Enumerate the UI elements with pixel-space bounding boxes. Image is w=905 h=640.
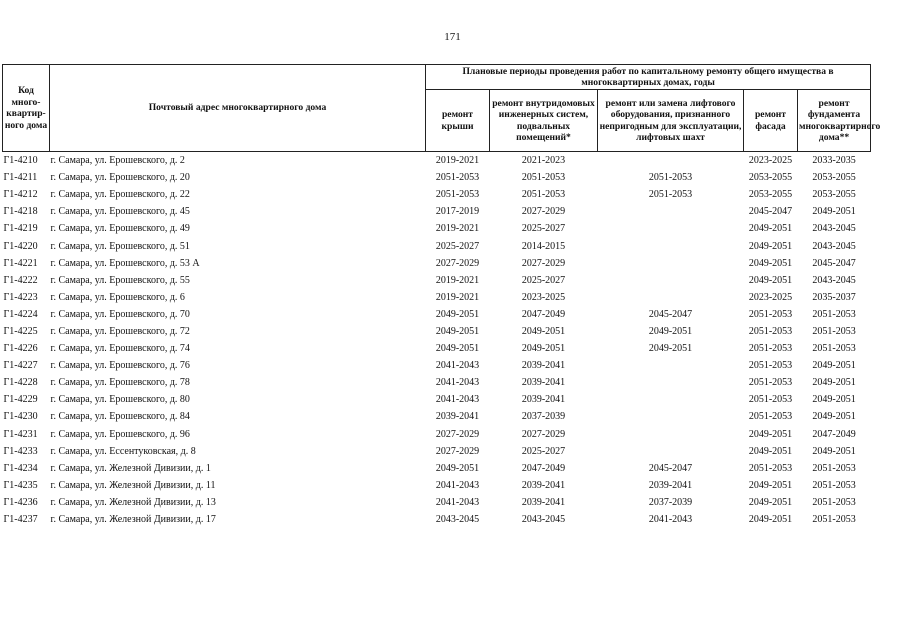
table-row [3, 511, 871, 528]
cell-facade: 2051-2053 [748, 411, 793, 423]
cell-roof: 2025-2027 [435, 240, 480, 252]
cell-address: г. Самара, ул. Железной Дивизии, д. 13 [50, 496, 216, 508]
cell-address: г. Самара, ул. Ерошевского, д. 70 [50, 308, 190, 320]
cell-address: г. Самара, ул. Ерошевского, д. 96 [50, 428, 190, 440]
cell-facade: 2049-2051 [748, 223, 793, 235]
cell-roof: 2041-2043 [435, 394, 480, 406]
cell-address: г. Самара, ул. Ерошевского, д. 20 [50, 172, 190, 184]
cell-lift [598, 374, 744, 391]
cell-code: Г1-4231 [3, 428, 38, 440]
cell-code: Г1-4237 [3, 514, 38, 526]
cell-foundation: 2051-2053 [812, 325, 856, 337]
cell-foundation: 2051-2053 [812, 462, 856, 474]
cell-lift [598, 272, 744, 289]
cell-lift [598, 152, 744, 170]
cell-code: Г1-4226 [3, 343, 38, 355]
cell-lift: 2045-2047 [648, 308, 693, 320]
cell-foundation: 2045-2047 [812, 257, 856, 269]
cell-lift [598, 289, 744, 306]
cell-engineering: 2047-2049 [521, 462, 566, 474]
cell-code: Г1-4225 [3, 325, 38, 337]
cell-engineering: 2049-2051 [521, 343, 566, 355]
cell-lift: 2051-2053 [648, 172, 693, 184]
cell-code: Г1-4235 [3, 479, 38, 491]
cell-roof: 2041-2043 [435, 479, 480, 491]
cell-foundation: 2043-2045 [812, 223, 856, 235]
cell-lift [598, 357, 744, 374]
table-row [3, 494, 871, 511]
cell-address: г. Самара, ул. Ерошевского, д. 2 [50, 155, 185, 167]
cell-facade: 2051-2053 [748, 462, 793, 474]
cell-facade: 2023-2025 [748, 155, 793, 167]
cell-foundation: 2051-2053 [812, 496, 856, 508]
cell-address: г. Самара, ул. Ерошевского, д. 49 [50, 223, 190, 235]
table-row [3, 306, 871, 323]
cell-roof: 2019-2021 [435, 274, 480, 286]
cell-engineering: 2043-2045 [521, 514, 566, 526]
table-row [3, 408, 871, 425]
cell-lift: 2037-2039 [648, 496, 693, 508]
table-row [3, 169, 871, 186]
cell-roof: 2041-2043 [435, 496, 480, 508]
table-row [3, 340, 871, 357]
cell-address: г. Самара, ул. Железной Дивизии, д. 1 [50, 462, 211, 474]
table-row [3, 289, 871, 306]
table-row [3, 391, 871, 408]
cell-lift [598, 443, 744, 460]
table-row [3, 357, 871, 374]
cell-facade: 2023-2025 [748, 291, 793, 303]
cell-roof: 2019-2021 [435, 155, 480, 167]
header-periods-group: Плановые периоды проведения работ по капитальному ремонту общего имущества в многоквартирных домах, годы [426, 65, 871, 90]
cell-facade: 2051-2053 [748, 360, 793, 372]
cell-lift: 2045-2047 [648, 462, 693, 474]
cell-engineering: 2025-2027 [521, 223, 566, 235]
table-row [3, 220, 871, 237]
cell-foundation: 2049-2051 [812, 394, 856, 406]
cell-foundation: 2043-2045 [812, 274, 856, 286]
cell-roof: 2041-2043 [435, 377, 480, 389]
cell-facade: 2051-2053 [748, 377, 793, 389]
cell-engineering: 2027-2029 [521, 206, 566, 218]
cell-roof: 2027-2029 [435, 445, 480, 457]
cell-address: г. Самара, ул. Ерошевского, д. 80 [50, 394, 190, 406]
cell-foundation: 2049-2051 [812, 377, 856, 389]
cell-code: Г1-4230 [3, 411, 38, 423]
cell-foundation: 2043-2045 [812, 240, 856, 252]
cell-roof: 2049-2051 [435, 308, 480, 320]
cell-engineering: 2023-2025 [521, 291, 566, 303]
cell-foundation: 2051-2053 [812, 514, 856, 526]
table-row [3, 186, 871, 203]
table-row [3, 203, 871, 220]
cell-code: Г1-4224 [3, 308, 38, 320]
table-row [3, 477, 871, 494]
cell-facade: 2049-2051 [748, 428, 793, 440]
cell-roof: 2049-2051 [435, 325, 480, 337]
table-row [3, 443, 871, 460]
header-facade: ремонт фасада [744, 90, 798, 152]
cell-facade: 2053-2055 [748, 172, 793, 184]
cell-address: г. Самара, ул. Ерошевского, д. 78 [50, 377, 190, 389]
cell-engineering: 2025-2027 [521, 445, 566, 457]
cell-lift [598, 408, 744, 425]
cell-code: Г1-4210 [3, 155, 38, 167]
cell-engineering: 2051-2053 [521, 189, 566, 201]
cell-roof: 2017-2019 [435, 206, 480, 218]
header-address: Почтовый адрес многоквартирного дома [50, 65, 426, 152]
cell-address: г. Самара, ул. Железной Дивизии, д. 11 [50, 479, 216, 491]
cell-address: г. Самара, ул. Ерошевского, д. 74 [50, 343, 190, 355]
cell-code: Г1-4220 [3, 240, 38, 252]
cell-roof: 2039-2041 [435, 411, 480, 423]
cell-facade: 2053-2055 [748, 189, 793, 201]
table-row [3, 323, 871, 340]
cell-lift [598, 237, 744, 254]
cell-roof: 2019-2021 [435, 223, 480, 235]
cell-engineering: 2039-2041 [521, 360, 566, 372]
cell-code: Г1-4229 [3, 394, 38, 406]
cell-code: Г1-4219 [3, 223, 38, 235]
cell-foundation: 2049-2051 [812, 206, 856, 218]
cell-code: Г1-4234 [3, 462, 38, 474]
cell-lift: 2039-2041 [648, 479, 693, 491]
table-row [3, 272, 871, 289]
table-row [3, 374, 871, 391]
cell-foundation: 2047-2049 [812, 428, 856, 440]
cell-address: г. Самара, ул. Ессентуковская, д. 8 [50, 445, 196, 457]
cell-facade: 2051-2053 [748, 394, 793, 406]
cell-foundation: 2053-2055 [812, 189, 856, 201]
cell-lift [598, 391, 744, 408]
cell-code: Г1-4228 [3, 377, 38, 389]
cell-roof: 2019-2021 [435, 291, 480, 303]
cell-lift [598, 255, 744, 272]
cell-code: Г1-4221 [3, 257, 38, 269]
cell-address: г. Самара, ул. Ерошевского, д. 53 А [50, 257, 200, 269]
cell-address: г. Самара, ул. Ерошевского, д. 76 [50, 360, 190, 372]
header-code: Код много-квартир-ного дома [3, 65, 50, 152]
cell-facade: 2045-2047 [748, 206, 793, 218]
table-row [3, 460, 871, 477]
cell-facade: 2051-2053 [748, 343, 793, 355]
table-row [3, 152, 871, 170]
cell-foundation: 2033-2035 [812, 155, 856, 167]
cell-lift [598, 426, 744, 443]
cell-roof: 2043-2045 [435, 514, 480, 526]
cell-facade: 2051-2053 [748, 308, 793, 320]
cell-facade: 2049-2051 [748, 496, 793, 508]
cell-engineering: 2039-2041 [521, 377, 566, 389]
cell-engineering: 2051-2053 [521, 172, 566, 184]
header-engineering: ремонт внутридомовых инженерных систем, подвальных помещений* [490, 90, 598, 152]
cell-address: г. Самара, ул. Ерошевского, д. 84 [50, 411, 190, 423]
cell-facade: 2049-2051 [748, 274, 793, 286]
cell-roof: 2041-2043 [435, 360, 480, 372]
cell-engineering: 2027-2029 [521, 257, 566, 269]
cell-facade: 2051-2053 [748, 325, 793, 337]
cell-roof: 2027-2029 [435, 257, 480, 269]
cell-code: Г1-4223 [3, 291, 38, 303]
cell-engineering: 2047-2049 [521, 308, 566, 320]
cell-code: Г1-4227 [3, 360, 38, 372]
cell-foundation: 2035-2037 [812, 291, 856, 303]
cell-code: Г1-4233 [3, 445, 38, 457]
cell-address: г. Самара, ул. Ерошевского, д. 45 [50, 206, 190, 218]
cell-facade: 2049-2051 [748, 445, 793, 457]
cell-facade: 2049-2051 [748, 479, 793, 491]
cell-foundation: 2053-2055 [812, 172, 856, 184]
cell-lift: 2049-2051 [648, 343, 693, 355]
cell-foundation: 2051-2053 [812, 479, 856, 491]
cell-engineering: 2039-2041 [521, 394, 566, 406]
header-lift: ремонт или замена лифтового оборудования, признанного непригодным для эксплуатации, лифтовых шахт [598, 90, 744, 152]
cell-facade: 2049-2051 [748, 514, 793, 526]
cell-engineering: 2014-2015 [521, 240, 566, 252]
table-row [3, 426, 871, 443]
table-row [3, 237, 871, 254]
cell-foundation: 2049-2051 [812, 411, 856, 423]
header-roof: ремонт крыши [426, 90, 490, 152]
cell-facade: 2049-2051 [748, 257, 793, 269]
cell-address: г. Самара, ул. Ерошевского, д. 55 [50, 274, 190, 286]
cell-roof: 2027-2029 [435, 428, 480, 440]
cell-roof: 2049-2051 [435, 343, 480, 355]
cell-roof: 2051-2053 [435, 189, 480, 201]
cell-engineering: 2021-2023 [521, 155, 566, 167]
cell-lift [598, 203, 744, 220]
cell-foundation: 2051-2053 [812, 343, 856, 355]
cell-lift [598, 220, 744, 237]
cell-roof: 2051-2053 [435, 172, 480, 184]
cell-foundation: 2051-2053 [812, 308, 856, 320]
cell-foundation: 2049-2051 [812, 445, 856, 457]
page-number: 171 [444, 31, 461, 43]
cell-engineering: 2037-2039 [521, 411, 566, 423]
cell-address: г. Самара, ул. Ерошевского, д. 51 [50, 240, 190, 252]
header-foundation: ремонт фундамента многоквартирного дома** [798, 90, 871, 152]
table-header [3, 65, 881, 152]
table-body [3, 152, 871, 529]
cell-lift: 2041-2043 [648, 514, 693, 526]
cell-engineering: 2039-2041 [521, 479, 566, 491]
cell-code: Г1-4212 [3, 189, 38, 201]
cell-lift: 2049-2051 [648, 325, 693, 337]
cell-engineering: 2049-2051 [521, 325, 566, 337]
cell-roof: 2049-2051 [435, 462, 480, 474]
cell-address: г. Самара, ул. Ерошевского, д. 22 [50, 189, 190, 201]
repair-schedule-table [2, 64, 881, 528]
cell-code: Г1-4236 [3, 496, 38, 508]
cell-code: Г1-4218 [3, 206, 38, 218]
cell-foundation: 2049-2051 [812, 360, 856, 372]
cell-engineering: 2039-2041 [521, 496, 566, 508]
cell-code: Г1-4222 [3, 274, 38, 286]
table-row [3, 255, 871, 272]
cell-facade: 2049-2051 [748, 240, 793, 252]
cell-lift: 2051-2053 [648, 189, 693, 201]
cell-address: г. Самара, ул. Ерошевского, д. 72 [50, 325, 190, 337]
cell-address: г. Самара, ул. Ерошевского, д. 6 [50, 291, 185, 303]
cell-code: Г1-4211 [3, 172, 38, 184]
cell-address: г. Самара, ул. Железной Дивизии, д. 17 [50, 514, 216, 526]
cell-engineering: 2025-2027 [521, 274, 566, 286]
cell-engineering: 2027-2029 [521, 428, 566, 440]
